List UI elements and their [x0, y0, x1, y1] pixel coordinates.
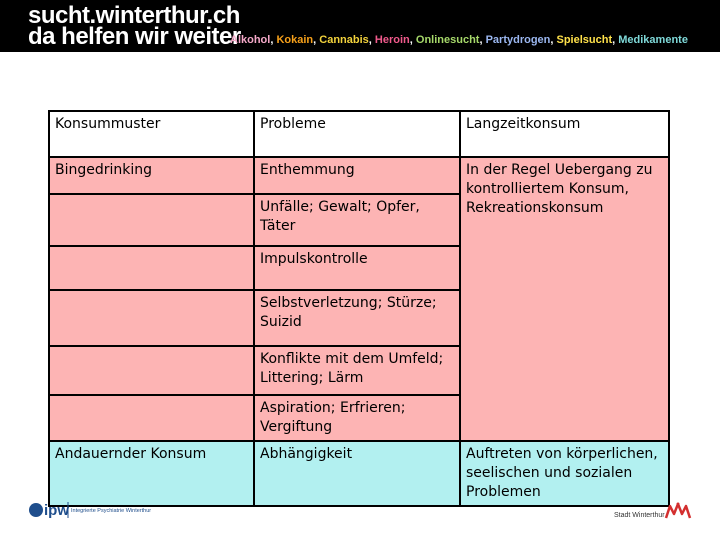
- topic-medikamente[interactable]: Medikamente: [618, 34, 688, 46]
- topic-kokain[interactable]: Kokain: [276, 34, 314, 46]
- problem-cell: Konflikte mit dem Umfeld; Littering; Lärm: [254, 346, 460, 395]
- header-banner: [0, 0, 720, 52]
- topic-onlinesucht[interactable]: Onlinesucht: [415, 34, 480, 46]
- problem-cell: Unfälle; Gewalt; Opfer, Täter: [254, 194, 460, 246]
- longterm-binge-cell: In der Regel Uebergang zu kontrolliertem Konsum, Rekreationskonsum: [460, 157, 669, 441]
- stadt-winterthur-logo: [612, 500, 702, 522]
- ipw-logo: [28, 498, 178, 522]
- topic-separator: ,: [612, 34, 619, 46]
- topic-separator: ,: [368, 34, 375, 46]
- stadt-caption: Stadt Winterthur: [614, 512, 665, 519]
- stadt-winterthur-logo-graphic: [612, 500, 702, 522]
- topic-separator: ,: [409, 34, 416, 46]
- table-header-row: [49, 111, 669, 157]
- pattern-empty-cell: [49, 395, 254, 441]
- pattern-empty-cell: [49, 290, 254, 346]
- topic-list: [230, 33, 688, 47]
- ipw-caption: Integrierte Psychiatrie Winterthur: [71, 508, 152, 514]
- header-langzeitkonsum: Langzeitkonsum: [460, 111, 669, 157]
- pattern-empty-cell: [49, 194, 254, 246]
- table-row: [49, 157, 669, 194]
- topic-separator: ,: [270, 34, 277, 46]
- longterm-chronic-cell: Auftreten von körperlichen, seelischen und sozialen Problemen: [460, 441, 669, 506]
- pattern-empty-cell: [49, 346, 254, 395]
- consumption-table: [48, 110, 670, 507]
- topic-spielsucht[interactable]: Spielsucht: [556, 34, 613, 46]
- problem-abhaengigkeit: Abhängigkeit: [254, 441, 460, 506]
- topic-separator: ,: [479, 34, 486, 46]
- ipw-logo-graphic: [28, 498, 178, 522]
- brand-title[interactable]: sucht.winterthur.ch: [28, 2, 240, 29]
- table-row: [49, 441, 669, 506]
- ipw-logo-text: ipw: [44, 502, 69, 519]
- topic-cannabis[interactable]: Cannabis: [319, 34, 369, 46]
- pattern-bingedrinking: Bingedrinking: [49, 157, 254, 194]
- problem-cell: Aspiration; Erfrieren; Vergiftung: [254, 395, 460, 441]
- pattern-empty-cell: [49, 246, 254, 290]
- topic-separator: ,: [313, 34, 320, 46]
- topic-separator: ,: [550, 34, 557, 46]
- problem-cell: Impulskontrolle: [254, 246, 460, 290]
- topic-partydrogen[interactable]: Partydrogen: [485, 34, 551, 46]
- problem-cell: Enthemmung: [254, 157, 460, 194]
- problem-cell: Selbstverletzung; Stürze; Suizid: [254, 290, 460, 346]
- brand-slogan: da helfen wir weiter: [28, 23, 241, 50]
- header-probleme: Probleme: [254, 111, 460, 157]
- topic-alkohol[interactable]: Alkohol: [230, 34, 271, 46]
- pattern-andauernder-konsum: Andauernder Konsum: [49, 441, 254, 506]
- topic-heroin[interactable]: Heroin: [374, 34, 410, 46]
- header-konsummuster: Konsummuster: [49, 111, 254, 157]
